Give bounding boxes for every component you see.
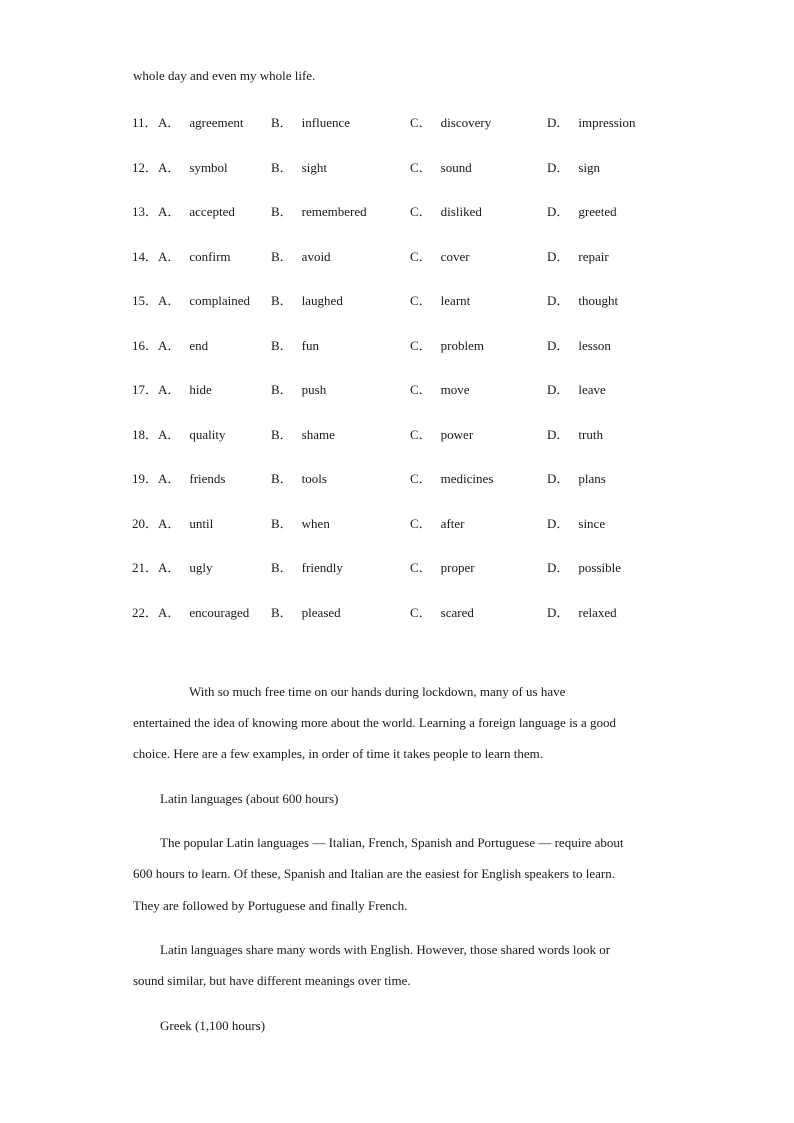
option-text: problem: [440, 338, 484, 353]
option-letter: C．: [410, 338, 432, 353]
option-letter: B．: [271, 249, 293, 264]
option-letter: D．: [547, 160, 570, 175]
option-a: [158, 379, 212, 398]
option-letter: D．: [547, 249, 570, 264]
option-a: [158, 290, 250, 309]
option-a: [158, 335, 208, 354]
option-text: end: [189, 338, 209, 353]
option-letter: C．: [410, 115, 432, 130]
option-letter: B．: [271, 204, 293, 219]
option-text: thought: [578, 293, 619, 308]
option-text: plans: [578, 471, 606, 486]
option-text: confirm: [189, 249, 231, 264]
option-text: pleased: [301, 605, 341, 620]
question-row: [132, 513, 692, 529]
option-text: remembered: [301, 204, 367, 219]
option-text: since: [578, 516, 606, 531]
option-letter: C．: [410, 560, 432, 575]
option-letter: D．: [547, 516, 570, 531]
question-row: [132, 424, 692, 440]
question-number: 15．: [132, 293, 159, 308]
option-letter: A．: [158, 516, 181, 531]
question-number: 13．: [132, 204, 159, 219]
option-text: fun: [301, 338, 320, 353]
option-d: [547, 379, 606, 398]
option-d: [547, 513, 605, 532]
option-text: relaxed: [578, 605, 617, 620]
option-b: [271, 513, 330, 532]
option-letter: C．: [410, 382, 432, 397]
question-number: 20．: [132, 516, 159, 531]
question-row: [132, 379, 692, 395]
intro-line: whole day and even my whole life.: [133, 68, 316, 83]
question-row: [132, 557, 692, 573]
option-text: influence: [301, 115, 351, 130]
option-a: [158, 513, 213, 532]
option-letter: B．: [271, 160, 293, 175]
question-row: [132, 112, 692, 128]
question-number: 19．: [132, 471, 159, 486]
option-b: [271, 335, 319, 354]
option-a: [158, 246, 231, 265]
option-text: agreement: [189, 115, 244, 130]
option-c: [410, 246, 470, 265]
option-d: [547, 157, 600, 176]
option-letter: A．: [158, 560, 181, 575]
option-letter: D．: [547, 382, 570, 397]
option-text: friendly: [301, 560, 343, 575]
option-text: truth: [578, 427, 603, 442]
option-c: [410, 201, 482, 220]
option-letter: B．: [271, 427, 293, 442]
option-b: [271, 201, 367, 220]
question-row: [132, 157, 692, 173]
option-letter: A．: [158, 293, 181, 308]
option-text: laughed: [301, 293, 343, 308]
option-letter: C．: [410, 249, 432, 264]
option-text: symbol: [189, 160, 228, 175]
option-b: [271, 557, 343, 576]
option-text: when: [301, 516, 330, 531]
option-letter: D．: [547, 427, 570, 442]
option-letter: D．: [547, 605, 570, 620]
question-number: 16．: [132, 338, 159, 353]
question-row: [132, 468, 692, 484]
option-letter: C．: [410, 471, 432, 486]
option-c: [410, 335, 484, 354]
option-letter: D．: [547, 293, 570, 308]
option-text: tools: [301, 471, 327, 486]
option-a: [158, 424, 226, 443]
question-number: 12．: [132, 160, 159, 175]
option-letter: A．: [158, 471, 181, 486]
passage-paragraph-1-line-2: entertained the idea of knowing more about the world. Learning a foreign language is a good: [133, 715, 617, 730]
option-b: [271, 246, 331, 265]
option-text: accepted: [189, 204, 235, 219]
option-a: [158, 157, 228, 176]
question-row: [132, 335, 692, 351]
option-letter: C．: [410, 160, 432, 175]
question-row: [132, 246, 692, 262]
option-text: learnt: [440, 293, 471, 308]
option-text: move: [440, 382, 470, 397]
option-letter: A．: [158, 338, 181, 353]
option-c: [410, 602, 474, 621]
question-number: 14．: [132, 249, 159, 264]
option-text: shame: [301, 427, 335, 442]
option-a: [158, 468, 226, 487]
option-letter: C．: [410, 204, 432, 219]
option-letter: C．: [410, 516, 432, 531]
option-letter: D．: [547, 338, 570, 353]
question-row: [132, 290, 692, 306]
option-text: greeted: [578, 204, 617, 219]
option-c: [410, 379, 470, 398]
passage-paragraph-2-line-3: They are followed by Portuguese and finally French.: [133, 898, 408, 913]
option-c: [410, 112, 491, 131]
option-letter: D．: [547, 560, 570, 575]
question-number: 21．: [132, 560, 159, 575]
option-letter: A．: [158, 249, 181, 264]
option-d: [547, 424, 603, 443]
question-number: 17．: [132, 382, 159, 397]
option-d: [547, 557, 621, 576]
option-d: [547, 468, 606, 487]
option-b: [271, 424, 335, 443]
option-letter: A．: [158, 204, 181, 219]
option-letter: D．: [547, 471, 570, 486]
option-letter: B．: [271, 382, 293, 397]
option-text: proper: [440, 560, 475, 575]
option-letter: C．: [410, 605, 432, 620]
option-d: [547, 602, 617, 621]
option-text: friends: [189, 471, 226, 486]
option-letter: B．: [271, 293, 293, 308]
option-letter: C．: [410, 293, 432, 308]
option-b: [271, 290, 343, 309]
question-number: 18．: [132, 427, 159, 442]
option-a: [158, 112, 244, 131]
question-row: [132, 602, 692, 618]
option-letter: B．: [271, 516, 293, 531]
option-d: [547, 290, 618, 309]
option-text: sound: [440, 160, 472, 175]
option-text: ugly: [189, 560, 213, 575]
question-number: 11．: [132, 115, 158, 130]
option-text: disliked: [440, 204, 482, 219]
option-letter: A．: [158, 115, 181, 130]
option-letter: A．: [158, 427, 181, 442]
option-text: possible: [578, 560, 622, 575]
option-text: impression: [578, 115, 636, 130]
option-b: [271, 112, 350, 131]
option-text: avoid: [301, 249, 331, 264]
option-text: sight: [301, 160, 327, 175]
option-text: push: [301, 382, 327, 397]
option-letter: B．: [271, 338, 293, 353]
option-letter: A．: [158, 382, 181, 397]
option-letter: B．: [271, 560, 293, 575]
option-text: hide: [189, 382, 212, 397]
passage-paragraph-3-line-1: Latin languages share many words with English. However, those shared words look or: [160, 942, 611, 957]
section-heading-latin: Latin languages (about 600 hours): [160, 791, 339, 806]
option-c: [410, 468, 493, 487]
passage-paragraph-1-line-3: choice. Here are a few examples, in order of time it takes people to learn them.: [133, 746, 544, 761]
option-text: complained: [189, 293, 251, 308]
option-letter: B．: [271, 471, 293, 486]
option-text: sign: [578, 160, 601, 175]
option-d: [547, 201, 617, 220]
option-text: until: [189, 516, 214, 531]
option-text: leave: [578, 382, 606, 397]
option-letter: D．: [547, 204, 570, 219]
option-d: [547, 246, 609, 265]
option-letter: A．: [158, 605, 181, 620]
passage-paragraph-2-line-1: The popular Latin languages — Italian, French, Spanish and Portuguese — require about: [160, 835, 624, 850]
option-c: [410, 557, 475, 576]
option-letter: B．: [271, 115, 293, 130]
option-c: [410, 290, 470, 309]
option-d: [547, 112, 635, 131]
option-text: power: [440, 427, 474, 442]
option-text: scared: [440, 605, 474, 620]
option-a: [158, 602, 249, 621]
option-text: encouraged: [189, 605, 250, 620]
section-heading-greek: Greek (1,100 hours): [160, 1018, 266, 1033]
option-letter: B．: [271, 605, 293, 620]
option-c: [410, 157, 472, 176]
option-c: [410, 513, 464, 532]
passage-paragraph-3-line-2: sound similar, but have different meanings over time.: [133, 973, 411, 988]
option-b: [271, 379, 326, 398]
question-row: [132, 201, 692, 217]
option-b: [271, 468, 327, 487]
passage-paragraph-2-line-2: 600 hours to learn. Of these, Spanish and Italian are the easiest for English speakers to learn.: [133, 866, 615, 881]
option-text: repair: [578, 249, 609, 264]
option-d: [547, 335, 611, 354]
option-text: lesson: [578, 338, 611, 353]
option-b: [271, 602, 341, 621]
passage-paragraph-1-line-1: With so much free time on our hands during lockdown, many of us have: [189, 684, 566, 699]
option-b: [271, 157, 327, 176]
option-text: after: [440, 516, 465, 531]
option-a: [158, 557, 213, 576]
option-text: discovery: [440, 115, 492, 130]
option-text: medicines: [440, 471, 494, 486]
option-text: quality: [189, 427, 226, 442]
option-c: [410, 424, 473, 443]
option-letter: A．: [158, 160, 181, 175]
question-number: 22．: [132, 605, 159, 620]
option-text: cover: [440, 249, 470, 264]
option-a: [158, 201, 235, 220]
option-letter: D．: [547, 115, 570, 130]
option-letter: C．: [410, 427, 432, 442]
